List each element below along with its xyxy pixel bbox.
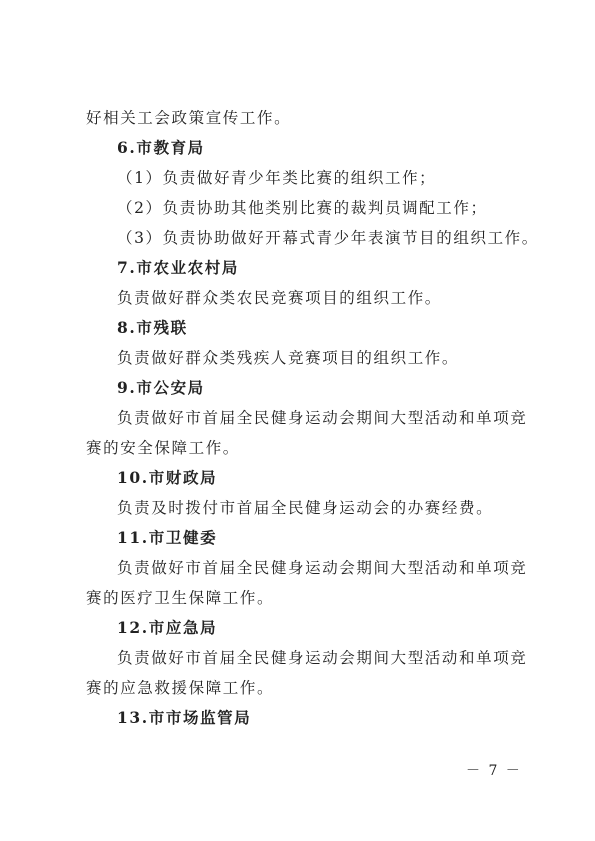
body-line: 负责做好市首届全民健身运动会期间大型活动和单项竞 [117,559,528,577]
body-line: 负责做好群众类残疾人竞赛项目的组织工作。 [117,349,460,367]
section-heading-education: 6.市教育局 [117,138,205,157]
body-line: 赛的安全保障工作。 [86,439,240,457]
section-heading-public-security: 9.市公安局 [117,378,205,397]
section-heading-disabled-federation: 8.市残联 [117,318,188,337]
section-heading-health: 11.市卫健委 [117,528,218,547]
body-line: （3）负责协助做好开幕式青少年表演节目的组织工作。 [117,229,539,247]
body-line: 负责做好群众类农民竞赛项目的组织工作。 [117,289,442,307]
body-line: 负责做好市首届全民健身运动会期间大型活动和单项竞 [117,409,528,427]
section-heading-agriculture: 7.市农业农村局 [117,258,239,277]
body-line: 赛的医疗卫生保障工作。 [86,589,275,607]
body-line: 负责及时拨付市首届全民健身运动会的办赛经费。 [117,499,494,517]
body-line: 负责做好市首届全民健身运动会期间大型活动和单项竞 [117,649,528,667]
section-heading-market-supervision: 13.市市场监管局 [117,708,252,727]
body-line: （1）负责做好青少年类比赛的组织工作； [117,169,437,187]
body-line: 赛的应急救援保障工作。 [86,679,275,697]
section-heading-emergency: 12.市应急局 [117,618,218,637]
page-number: － 7 － [466,763,522,779]
body-line: 好相关工会政策宣传工作。 [86,109,292,127]
body-line: （2）负责协助其他类别比赛的裁判员调配工作； [117,199,488,217]
section-heading-finance: 10.市财政局 [117,468,218,487]
